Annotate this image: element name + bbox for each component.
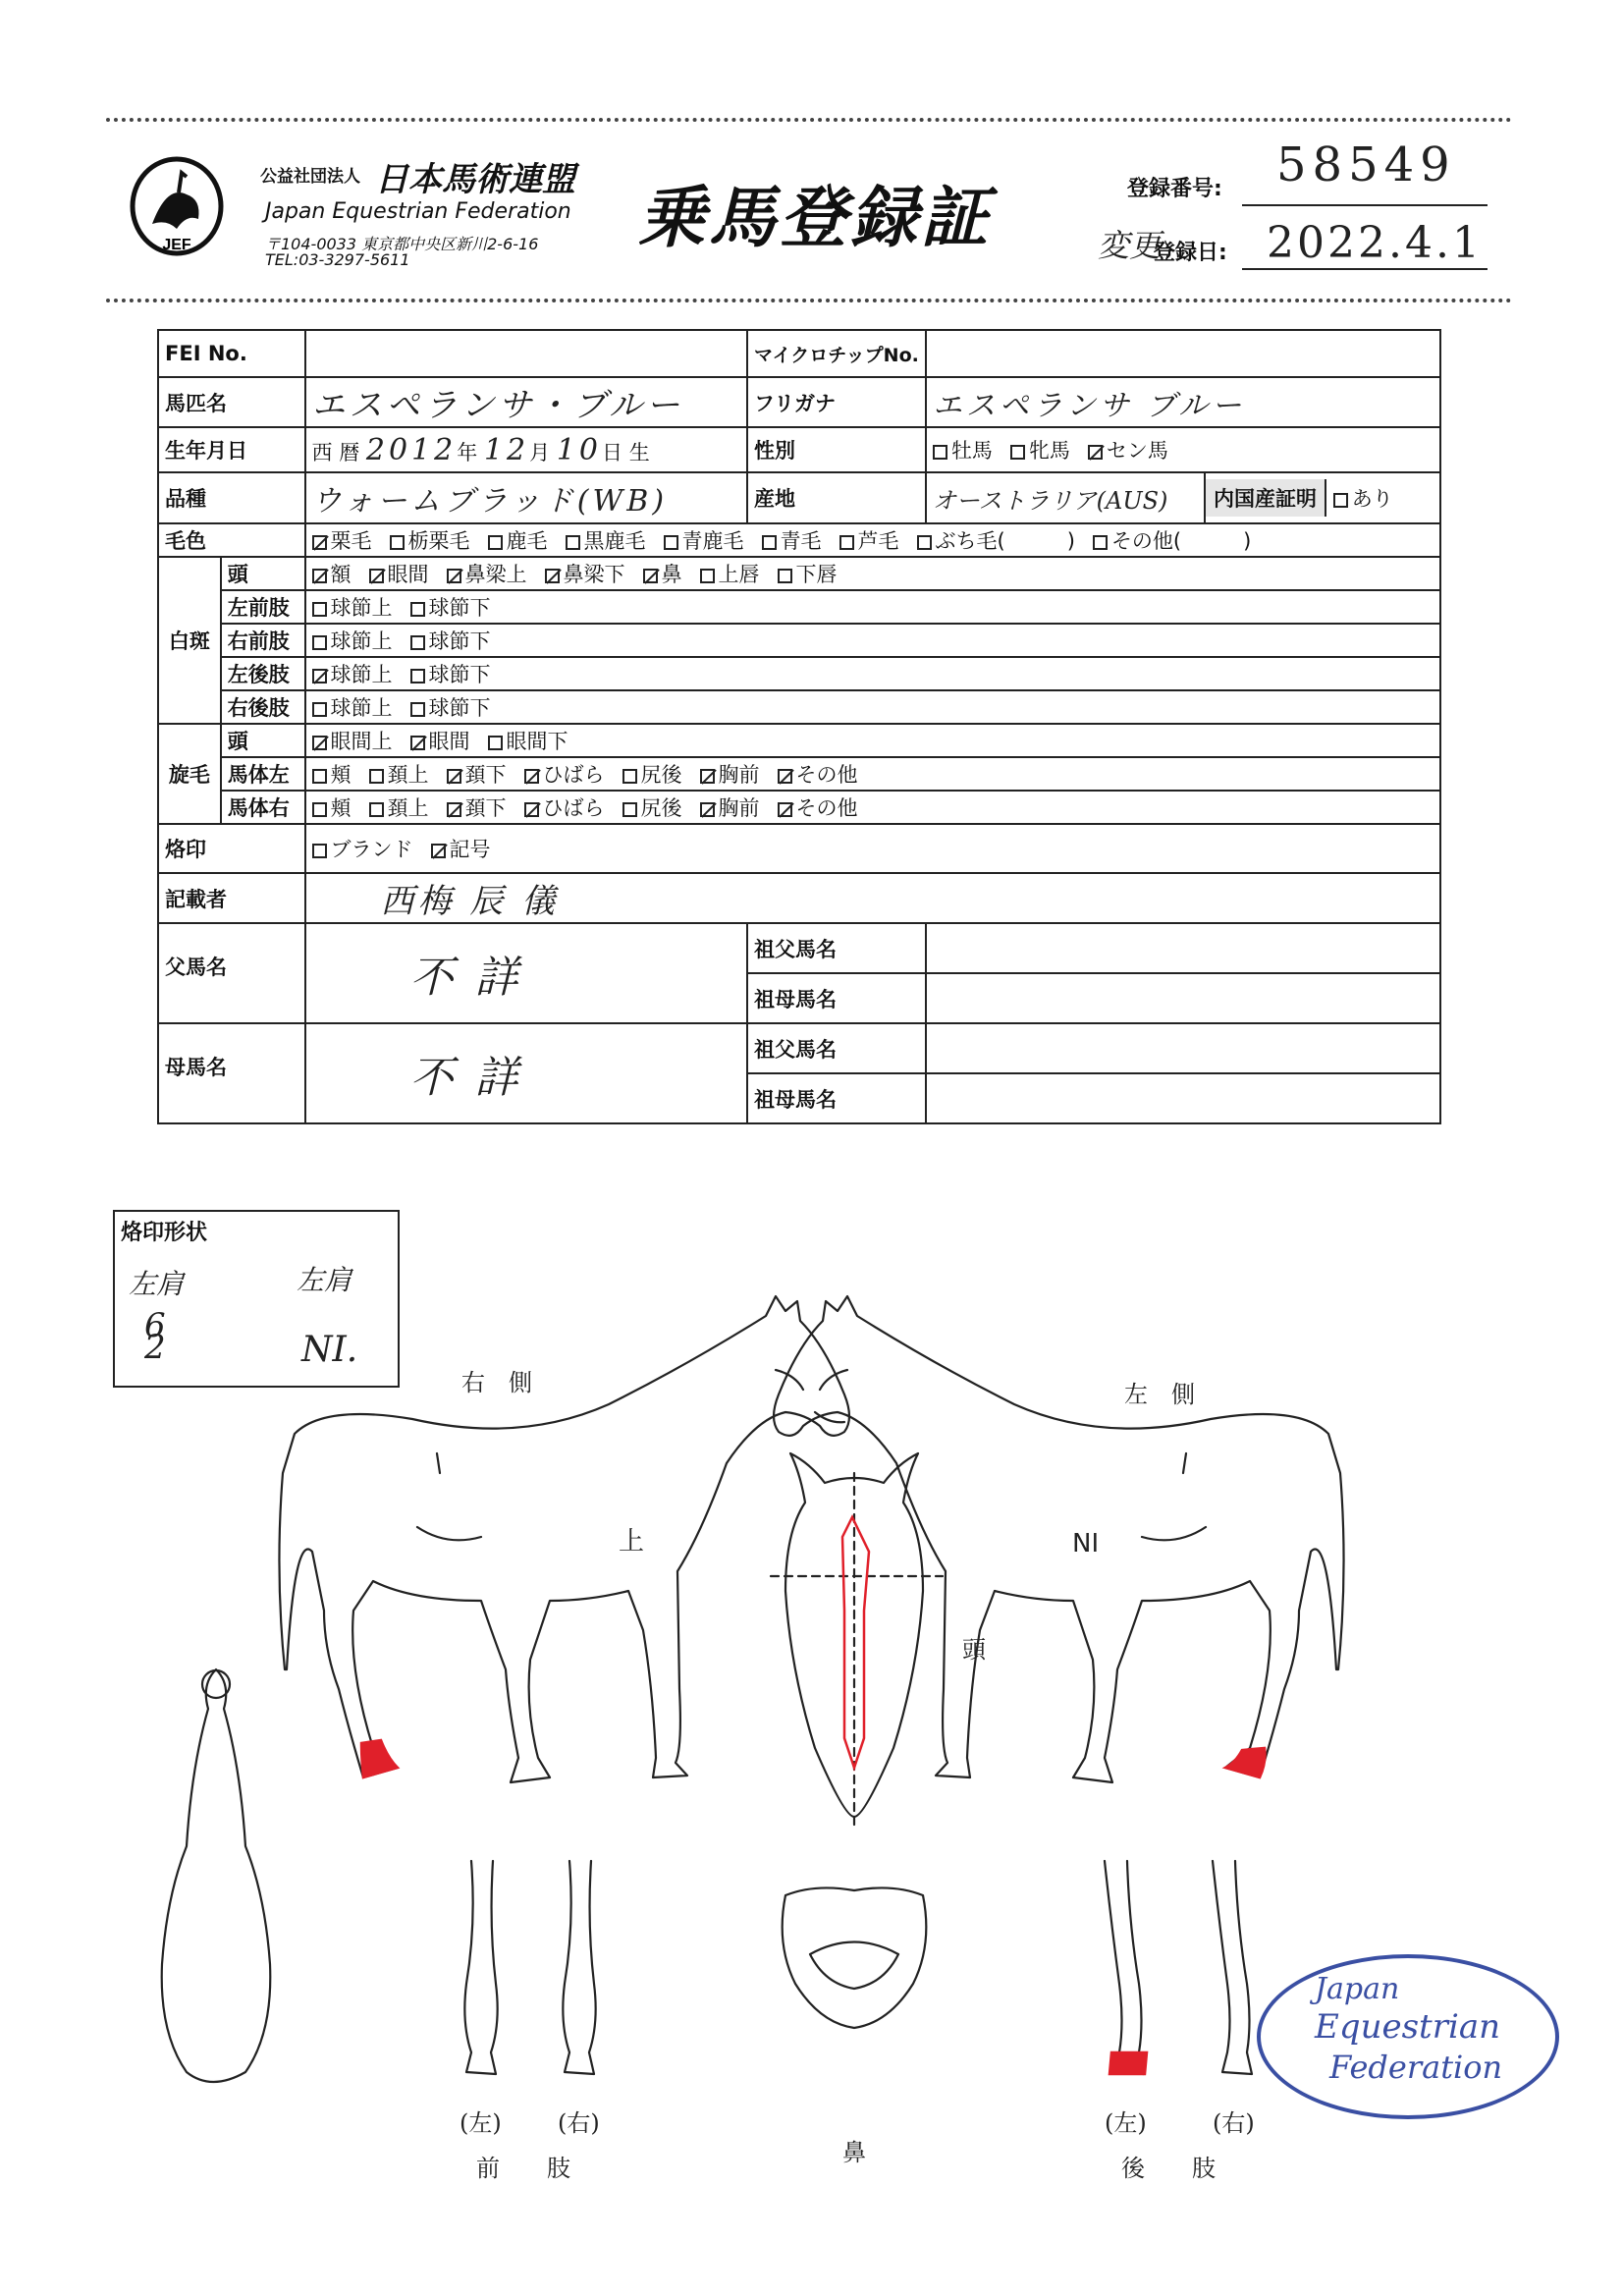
whorl-1-option-3 xyxy=(524,759,605,789)
muzzle-label: 鼻 xyxy=(842,2139,866,2166)
whorl-1-option-6-label: その他 xyxy=(795,763,858,787)
whorl-1-option-2 xyxy=(447,759,507,789)
whorl-2-option-6-label: その他 xyxy=(795,796,858,820)
whorl-label: 旋毛 xyxy=(158,724,221,824)
whorl-0-option-0-label: 眼間上 xyxy=(330,730,393,753)
hind-legs-label: 後 肢 xyxy=(1121,2155,1216,2182)
whorl-1-option-5-label: 胸前 xyxy=(718,763,760,787)
white-0-option-6 xyxy=(778,559,838,588)
row-sire-1 xyxy=(158,923,1440,973)
whorl-options-0 xyxy=(305,724,1440,757)
sire-granddam-label: 祖母馬名 xyxy=(747,973,926,1023)
whorl-1-option-3-label: ひばら xyxy=(542,763,605,787)
coat-option-0-label: 栗毛 xyxy=(330,529,372,553)
white-part-1: 左前肢 xyxy=(221,590,305,624)
white-1-option-1-checkbox[interactable] xyxy=(410,602,425,617)
whorl-2-option-0-label: 頬 xyxy=(330,796,352,820)
whorl-1-option-0-label: 頬 xyxy=(330,763,352,787)
whorl-2-option-5-checkbox[interactable] xyxy=(700,802,715,817)
white-0-option-4-label: 鼻 xyxy=(661,563,682,586)
whorl-2-option-1-label: 頚上 xyxy=(387,796,429,820)
white-0-option-1-label: 眼間 xyxy=(387,563,429,586)
reg-no: 58549 xyxy=(1276,137,1456,192)
whorl-0-option-0 xyxy=(312,726,393,755)
reg-date-label: 登録日: xyxy=(1154,241,1227,265)
furigana-value: エスペランサ ブルー xyxy=(932,388,1246,423)
coat-option-7 xyxy=(917,525,1075,555)
origin-value: オーストラリア(AUS) xyxy=(932,486,1168,515)
birth-month: 12 xyxy=(483,432,530,467)
head-label: 頭 xyxy=(962,1636,986,1664)
coat-option-4-checkbox[interactable] xyxy=(664,535,678,550)
coat-option-6-label: 芦毛 xyxy=(857,529,899,553)
coat-option-0-checkbox[interactable] xyxy=(312,535,327,550)
top-view-outline xyxy=(162,1669,271,2082)
white-row-right-hind xyxy=(158,690,1440,724)
row-fei xyxy=(158,330,1440,377)
sire-label: 父馬名 xyxy=(158,923,305,1023)
left-side-horse-body xyxy=(774,1296,1344,1782)
white-0-option-0 xyxy=(312,559,352,588)
whorl-1-option-6 xyxy=(778,759,858,789)
white-options-3 xyxy=(305,657,1440,690)
white-0-option-5 xyxy=(700,559,760,588)
white-0-option-2 xyxy=(447,559,527,588)
white-row-left-hind xyxy=(158,657,1440,690)
row-dam-1 xyxy=(158,1023,1440,1073)
white-row-head xyxy=(158,557,1440,590)
white-part-0: 頭 xyxy=(221,557,305,590)
white-1-option-0-checkbox[interactable] xyxy=(312,602,327,617)
white-2-option-0 xyxy=(312,626,393,655)
hind-left-leg xyxy=(1105,1861,1144,2074)
coat-option-7-label: ぶち毛( ) xyxy=(935,529,1075,553)
brand-label: 烙印 xyxy=(158,824,305,873)
whorl-2-option-3-label: ひばら xyxy=(542,796,605,820)
coat-option-5-checkbox[interactable] xyxy=(762,535,777,550)
white-options-2 xyxy=(305,624,1440,657)
mark-right-neck: 上 xyxy=(619,1527,645,1557)
white-row-right-fore xyxy=(158,624,1440,657)
whorl-2-option-2-label: 頚下 xyxy=(464,796,507,820)
sex-option-0 xyxy=(933,435,993,465)
whorl-1-option-4 xyxy=(622,759,682,789)
whorl-2-option-4 xyxy=(622,793,682,822)
birth-month-unit: 月 xyxy=(529,440,551,465)
whorl-1-option-5-checkbox[interactable] xyxy=(700,769,715,784)
brand-option-0 xyxy=(312,834,413,863)
whorl-part-2: 馬体右 xyxy=(221,791,305,824)
right-hind-sock xyxy=(361,1740,398,1777)
coat-option-3-label: 黒鹿毛 xyxy=(583,529,646,553)
left-side-label: 左 側 xyxy=(1124,1381,1195,1408)
mark-left-body: NI xyxy=(1072,1529,1100,1558)
white-0-option-6-label: 下唇 xyxy=(795,563,838,586)
whorl-2-option-4-checkbox[interactable] xyxy=(622,802,637,817)
whorl-2-option-3-checkbox[interactable] xyxy=(524,802,539,817)
coat-option-2-checkbox[interactable] xyxy=(488,535,503,550)
right-side-label: 右 側 xyxy=(461,1369,532,1396)
whorl-1-option-5 xyxy=(700,759,760,789)
org-type: 公益社団法人 xyxy=(260,167,360,187)
white-2-option-1-label: 球節下 xyxy=(428,629,491,653)
whorl-1-option-0-checkbox[interactable] xyxy=(312,769,327,784)
birth-day-unit: 日 生 xyxy=(602,440,650,465)
coat-option-4 xyxy=(664,525,744,555)
whorl-1-option-4-checkbox[interactable] xyxy=(622,769,637,784)
white-4-option-0-checkbox[interactable] xyxy=(312,702,327,717)
whorl-options-1 xyxy=(305,757,1440,791)
whorl-2-option-5-label: 胸前 xyxy=(718,796,760,820)
coat-option-2-label: 鹿毛 xyxy=(506,529,548,553)
brand-option-1 xyxy=(431,834,491,863)
right-side-horse-body xyxy=(279,1296,849,1782)
whorl-1-option-1-label: 頚上 xyxy=(387,763,429,787)
origin-label: 産地 xyxy=(747,472,926,523)
fore-left-label: (左) xyxy=(460,2109,502,2137)
brand-options xyxy=(305,824,1440,873)
sex-option-1 xyxy=(1010,435,1070,465)
coat-option-6-checkbox[interactable] xyxy=(839,535,854,550)
whorl-0-option-2-label: 眼間下 xyxy=(506,730,568,753)
whorl-2-option-4-label: 尻後 xyxy=(640,796,682,820)
brand-left-label: 左肩 xyxy=(129,1268,185,1300)
stamp-line-3: Federation xyxy=(1329,2049,1503,2086)
white-4-option-1-checkbox[interactable] xyxy=(410,702,425,717)
sex-option-1-label: 牝馬 xyxy=(1028,439,1070,463)
whorl-row-head xyxy=(158,724,1440,757)
whorl-1-option-2-checkbox[interactable] xyxy=(447,769,461,784)
name-label: 馬匹名 xyxy=(158,377,305,427)
whorl-1-option-6-checkbox[interactable] xyxy=(778,769,792,784)
white-0-option-5-checkbox[interactable] xyxy=(700,569,715,583)
brand-option-0-checkbox[interactable] xyxy=(312,844,327,858)
dam-grandsire-label: 祖父馬名 xyxy=(747,1023,926,1073)
birth-year: 2012 xyxy=(365,432,458,467)
white-4-option-0-label: 球節上 xyxy=(330,696,393,720)
breed-label: 品種 xyxy=(158,472,305,523)
white-3-option-0 xyxy=(312,659,393,688)
dam-granddam-label: 祖母馬名 xyxy=(747,1073,926,1123)
coat-option-7-checkbox[interactable] xyxy=(917,535,932,550)
muzzle-outline xyxy=(783,1887,927,2028)
writer-value: 西梅 辰 儀 xyxy=(380,882,560,921)
white-0-option-1 xyxy=(369,559,429,588)
whorl-1-option-0 xyxy=(312,759,352,789)
coat-option-3-checkbox[interactable] xyxy=(566,535,580,550)
whorl-2-option-0-checkbox[interactable] xyxy=(312,802,327,817)
sex-option-0-checkbox[interactable] xyxy=(933,445,947,460)
white-label: 白斑 xyxy=(158,557,221,724)
blaze-marking xyxy=(842,1517,869,1768)
whorl-2-option-6 xyxy=(778,793,858,822)
brand-shape-title: 烙印形状 xyxy=(121,1221,208,1245)
whorl-2-option-6-checkbox[interactable] xyxy=(778,802,792,817)
whorl-1-option-1-checkbox[interactable] xyxy=(369,769,384,784)
dam-label: 母馬名 xyxy=(158,1023,305,1123)
coat-options xyxy=(305,523,1440,557)
birth-year-unit: 年 xyxy=(457,440,478,465)
brand-left-value: 62 xyxy=(144,1306,166,1367)
white-0-option-3 xyxy=(545,559,625,588)
fei-label: FEI No. xyxy=(158,330,305,377)
whorl-2-option-0 xyxy=(312,793,352,822)
white-0-option-4 xyxy=(643,559,682,588)
federation-stamp xyxy=(1257,1954,1559,2119)
domestic-label: 内国産証明 xyxy=(1206,479,1326,517)
coat-option-5 xyxy=(762,525,822,555)
white-row-left-fore xyxy=(158,590,1440,624)
horse-name: エスペランサ・ブルー xyxy=(311,386,684,425)
org-name-en: Japan Equestrian Federation xyxy=(265,199,571,224)
dam-value: 不 詳 xyxy=(409,1053,522,1103)
org-tel: TEL:03-3297-5611 xyxy=(265,250,410,269)
dam-grandsire-value xyxy=(926,1023,1440,1073)
whorl-part-1: 馬体左 xyxy=(221,757,305,791)
whorl-2-option-3 xyxy=(524,793,605,822)
sex-option-2-checkbox[interactable] xyxy=(1088,445,1103,460)
white-4-option-1 xyxy=(410,692,491,722)
whorl-part-0: 頭 xyxy=(221,724,305,757)
birth-day: 10 xyxy=(556,432,603,467)
whorl-1-option-2-label: 頚下 xyxy=(464,763,507,787)
white-0-option-4-checkbox[interactable] xyxy=(643,569,658,583)
white-options-0 xyxy=(305,557,1440,590)
row-coat xyxy=(158,523,1440,557)
birth-era: 西 暦 xyxy=(311,440,360,465)
reg-no-underline xyxy=(1242,204,1488,206)
white-1-option-1-label: 球節下 xyxy=(428,596,491,620)
white-0-option-1-checkbox[interactable] xyxy=(369,569,384,583)
white-1-option-0-label: 球節上 xyxy=(330,596,393,620)
white-0-option-3-label: 鼻梁下 xyxy=(563,563,625,586)
white-4-option-0 xyxy=(312,692,393,722)
whorl-row-body-left xyxy=(158,757,1440,791)
reg-date: 2022.4.1 xyxy=(1267,218,1483,268)
coat-option-1-label: 栃栗毛 xyxy=(407,529,470,553)
white-2-option-0-checkbox[interactable] xyxy=(312,635,327,650)
sex-option-1-checkbox[interactable] xyxy=(1010,445,1025,460)
whorl-options-2 xyxy=(305,791,1440,824)
sex-label: 性別 xyxy=(747,427,926,472)
registration-table xyxy=(157,329,1441,1124)
sire-value: 不 詳 xyxy=(409,953,522,1003)
whorl-0-option-2 xyxy=(488,726,568,755)
whorl-0-option-1 xyxy=(410,726,470,755)
hind-left-heel xyxy=(1109,2052,1147,2074)
stamp-line-2: Equestrian xyxy=(1315,2007,1501,2047)
coat-option-8 xyxy=(1093,525,1251,555)
domestic-checkbox[interactable] xyxy=(1333,493,1348,508)
left-hind-sock xyxy=(1225,1748,1265,1777)
white-2-option-1-checkbox[interactable] xyxy=(410,635,425,650)
sire-granddam-value xyxy=(926,973,1440,1023)
whorl-2-option-1-checkbox[interactable] xyxy=(369,802,384,817)
fore-right-label: (右) xyxy=(558,2109,600,2137)
white-0-option-0-label: 額 xyxy=(330,563,352,586)
brand-right-value: NI. xyxy=(301,1330,358,1370)
header-divider xyxy=(106,299,1512,302)
white-3-option-1 xyxy=(410,659,491,688)
whorl-2-option-2-checkbox[interactable] xyxy=(447,802,461,817)
row-name xyxy=(158,377,1440,427)
domestic-option-label: あり xyxy=(1351,487,1393,511)
white-2-option-1 xyxy=(410,626,491,655)
whorl-1-option-1 xyxy=(369,759,429,789)
coat-option-5-label: 青毛 xyxy=(780,529,822,553)
fore-legs-label: 前 肢 xyxy=(476,2155,570,2182)
white-0-option-3-checkbox[interactable] xyxy=(545,569,560,583)
chip-value xyxy=(926,330,1440,377)
fei-value xyxy=(305,330,747,377)
jef-logo xyxy=(128,155,226,263)
white-0-option-5-label: 上唇 xyxy=(718,563,760,586)
white-3-option-0-checkbox[interactable] xyxy=(312,669,327,683)
white-4-option-1-label: 球節下 xyxy=(428,696,491,720)
white-1-option-0 xyxy=(312,592,393,622)
white-part-4: 右後肢 xyxy=(221,690,305,724)
change-note: 変更 xyxy=(1098,227,1162,264)
row-writer xyxy=(158,873,1440,923)
white-0-option-2-label: 鼻梁上 xyxy=(464,563,527,586)
sex-option-2 xyxy=(1088,435,1168,465)
sire-grandsire-value xyxy=(926,923,1440,973)
writer-label: 記載者 xyxy=(158,873,305,923)
coat-option-3 xyxy=(566,525,646,555)
whorl-1-option-4-label: 尻後 xyxy=(640,763,682,787)
org-name: 日本馬術連盟 xyxy=(375,160,575,199)
whorl-0-option-1-checkbox[interactable] xyxy=(410,736,425,750)
white-0-option-2-checkbox[interactable] xyxy=(447,569,461,583)
hind-right-leg xyxy=(1213,1861,1252,2074)
white-part-3: 左後肢 xyxy=(221,657,305,690)
org-address: 〒104-0033 東京都中央区新川2-6-16 xyxy=(265,235,539,253)
birth-label: 生年月日 xyxy=(158,427,305,472)
row-breed xyxy=(158,472,1440,523)
fore-left-leg xyxy=(464,1861,497,2074)
top-divider xyxy=(106,118,1512,122)
whorl-2-option-5 xyxy=(700,793,760,822)
breed-value: ウォームブラッド(WB) xyxy=(311,484,669,519)
coat-option-1-checkbox[interactable] xyxy=(390,535,405,550)
row-birth xyxy=(158,427,1440,472)
document-title: 乗馬登録証 xyxy=(638,180,993,257)
white-options-1 xyxy=(305,590,1440,624)
hind-right-label: (右) xyxy=(1213,2109,1255,2137)
whorl-0-option-0-checkbox[interactable] xyxy=(312,736,327,750)
whorl-0-option-2-checkbox[interactable] xyxy=(488,736,503,750)
brand-option-1-checkbox[interactable] xyxy=(431,844,446,858)
logo-text: JEF xyxy=(162,237,191,253)
whorl-1-option-3-checkbox[interactable] xyxy=(524,769,539,784)
coat-label: 毛色 xyxy=(158,523,305,557)
stamp-line-1: Japan xyxy=(1315,1972,1400,2006)
coat-option-4-label: 青鹿毛 xyxy=(681,529,744,553)
sire-grandsire-label: 祖父馬名 xyxy=(747,923,926,973)
white-0-option-0-checkbox[interactable] xyxy=(312,569,327,583)
furigana-label: フリガナ xyxy=(747,377,926,427)
coat-option-6 xyxy=(839,525,899,555)
reg-no-label: 登録番号: xyxy=(1127,177,1222,201)
white-3-option-0-label: 球節上 xyxy=(330,663,393,686)
dam-granddam-value xyxy=(926,1073,1440,1123)
brand-option-1-label: 記号 xyxy=(449,838,491,861)
sex-options xyxy=(926,427,1440,472)
whorl-2-option-2 xyxy=(447,793,507,822)
white-3-option-1-checkbox[interactable] xyxy=(410,669,425,683)
whorl-0-option-1-label: 眼間 xyxy=(428,730,470,753)
white-0-option-6-checkbox[interactable] xyxy=(778,569,792,583)
white-2-option-0-label: 球節上 xyxy=(330,629,393,653)
row-brand xyxy=(158,824,1440,873)
whorl-2-option-1 xyxy=(369,793,429,822)
coat-option-8-label: その他( ) xyxy=(1110,529,1252,553)
white-options-4 xyxy=(305,690,1440,724)
white-3-option-1-label: 球節下 xyxy=(428,663,491,686)
white-1-option-1 xyxy=(410,592,491,622)
coat-option-0 xyxy=(312,525,372,555)
fore-right-leg xyxy=(563,1861,595,2074)
brand-right-label: 左肩 xyxy=(297,1264,352,1296)
brand-option-0-label: ブランド xyxy=(330,838,413,861)
chip-label: マイクロチップNo. xyxy=(747,330,926,377)
sex-option-2-label: セン馬 xyxy=(1106,439,1168,463)
white-part-2: 右前肢 xyxy=(221,624,305,657)
coat-option-8-checkbox[interactable] xyxy=(1093,535,1108,550)
hind-left-label: (左) xyxy=(1105,2109,1147,2137)
coat-option-2 xyxy=(488,525,548,555)
coat-option-1 xyxy=(390,525,470,555)
reg-date-underline xyxy=(1242,268,1488,270)
sex-option-0-label: 牡馬 xyxy=(950,439,993,463)
whorl-row-body-right xyxy=(158,791,1440,824)
